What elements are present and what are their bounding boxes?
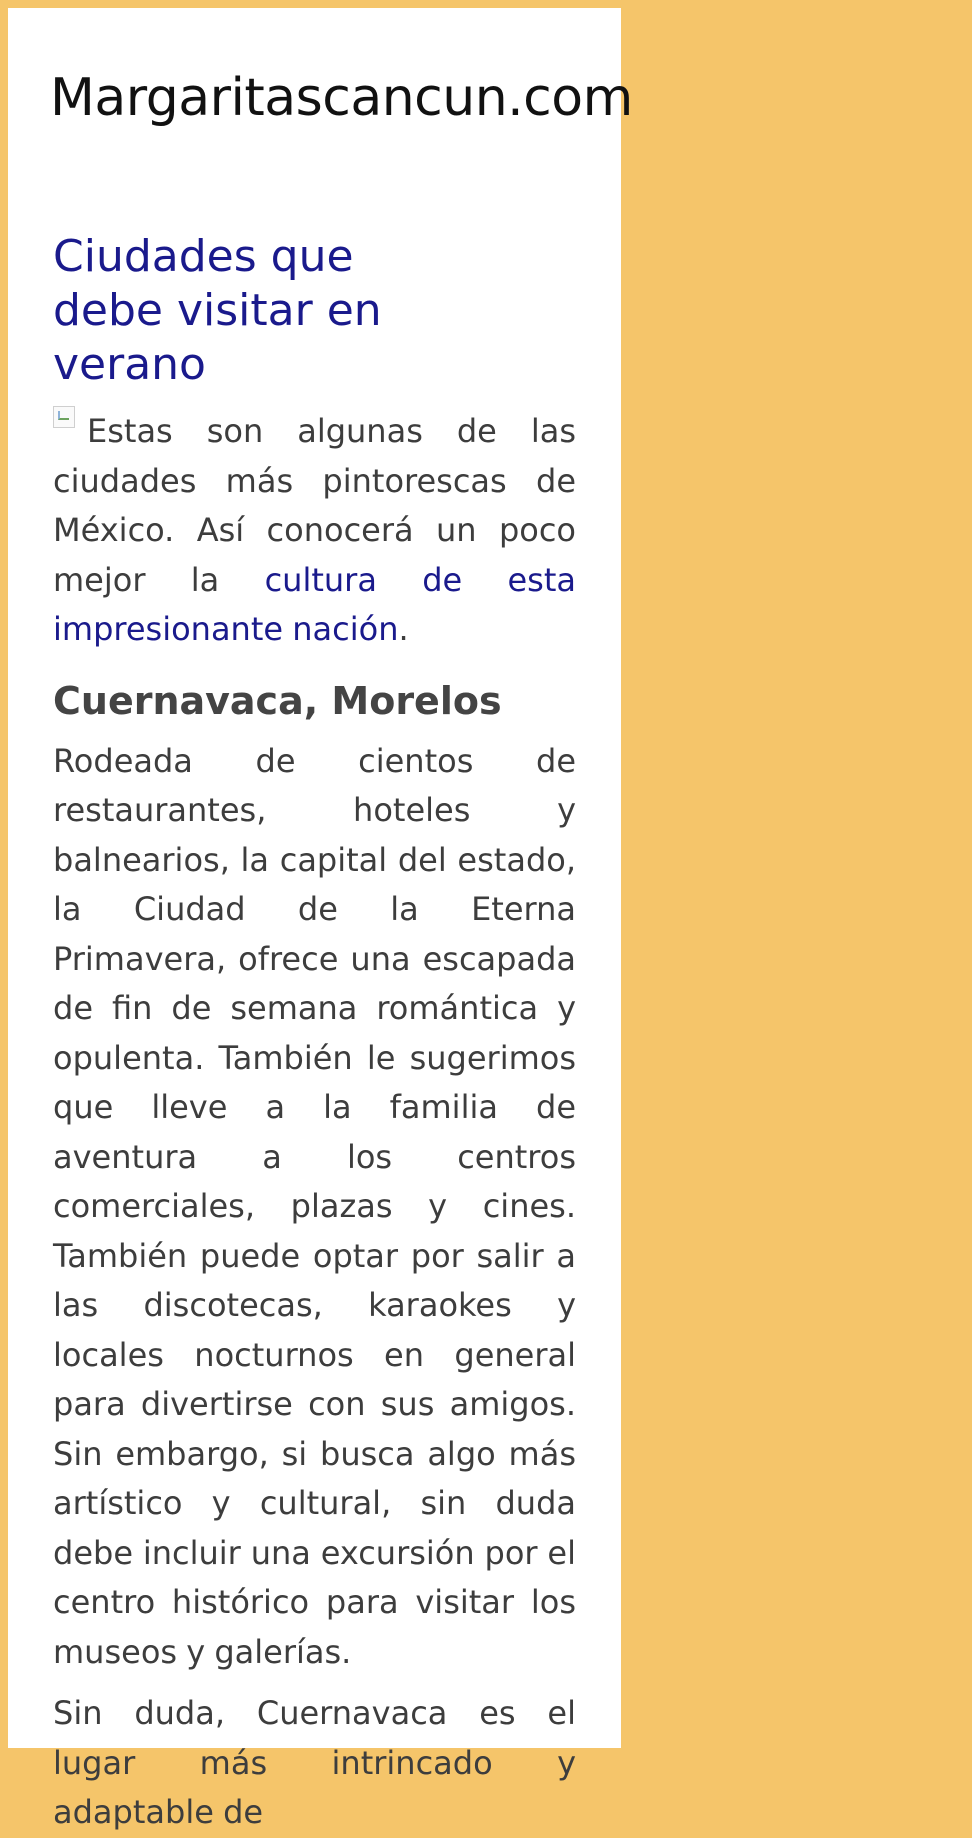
paragraph-cuernavaca-1: Rodeada de cientos de restaurantes, hoteles y balnearios, la capital del estado, la Ciudad de la Eterna Primavera, ofrece una escapada de fin de semana romántica y opulenta. También le sugerimos que lleve a la familia de aventura a los centros comerciales, plazas y cines. También puede optar por salir a las discotecas, karaokes y locales nocturnos en general para divertirse con sus amigos. Sin embargo, si busca algo más artístico y cultural, sin duda debe incluir una excursión por el centro histórico para visitar los museos y galerías. (53, 741, 576, 1671)
post-title (53, 230, 473, 392)
site-title-link[interactable]: Margaritascancun.com (50, 68, 633, 128)
post-title-link[interactable]: Ciudades que debe visitar en verano (53, 231, 382, 390)
intro-text-end: . (398, 610, 409, 648)
intro-text: Estas son algunas de las ciudades más pintorescas de México. Así conocerá un poco mejor la (53, 412, 576, 599)
broken-image-icon (53, 406, 75, 428)
culture-link[interactable]: cultura de esta impresionante nación (53, 560, 577, 648)
paragraph-cuernavaca-2: Sin duda, Cuernavaca es el lugar más intrincado y adaptable de (53, 1694, 576, 1831)
section-heading-cuernavaca: Cuernavaca, Morelos (53, 678, 502, 723)
intro-paragraph (53, 406, 576, 655)
content-card (8, 8, 633, 1831)
